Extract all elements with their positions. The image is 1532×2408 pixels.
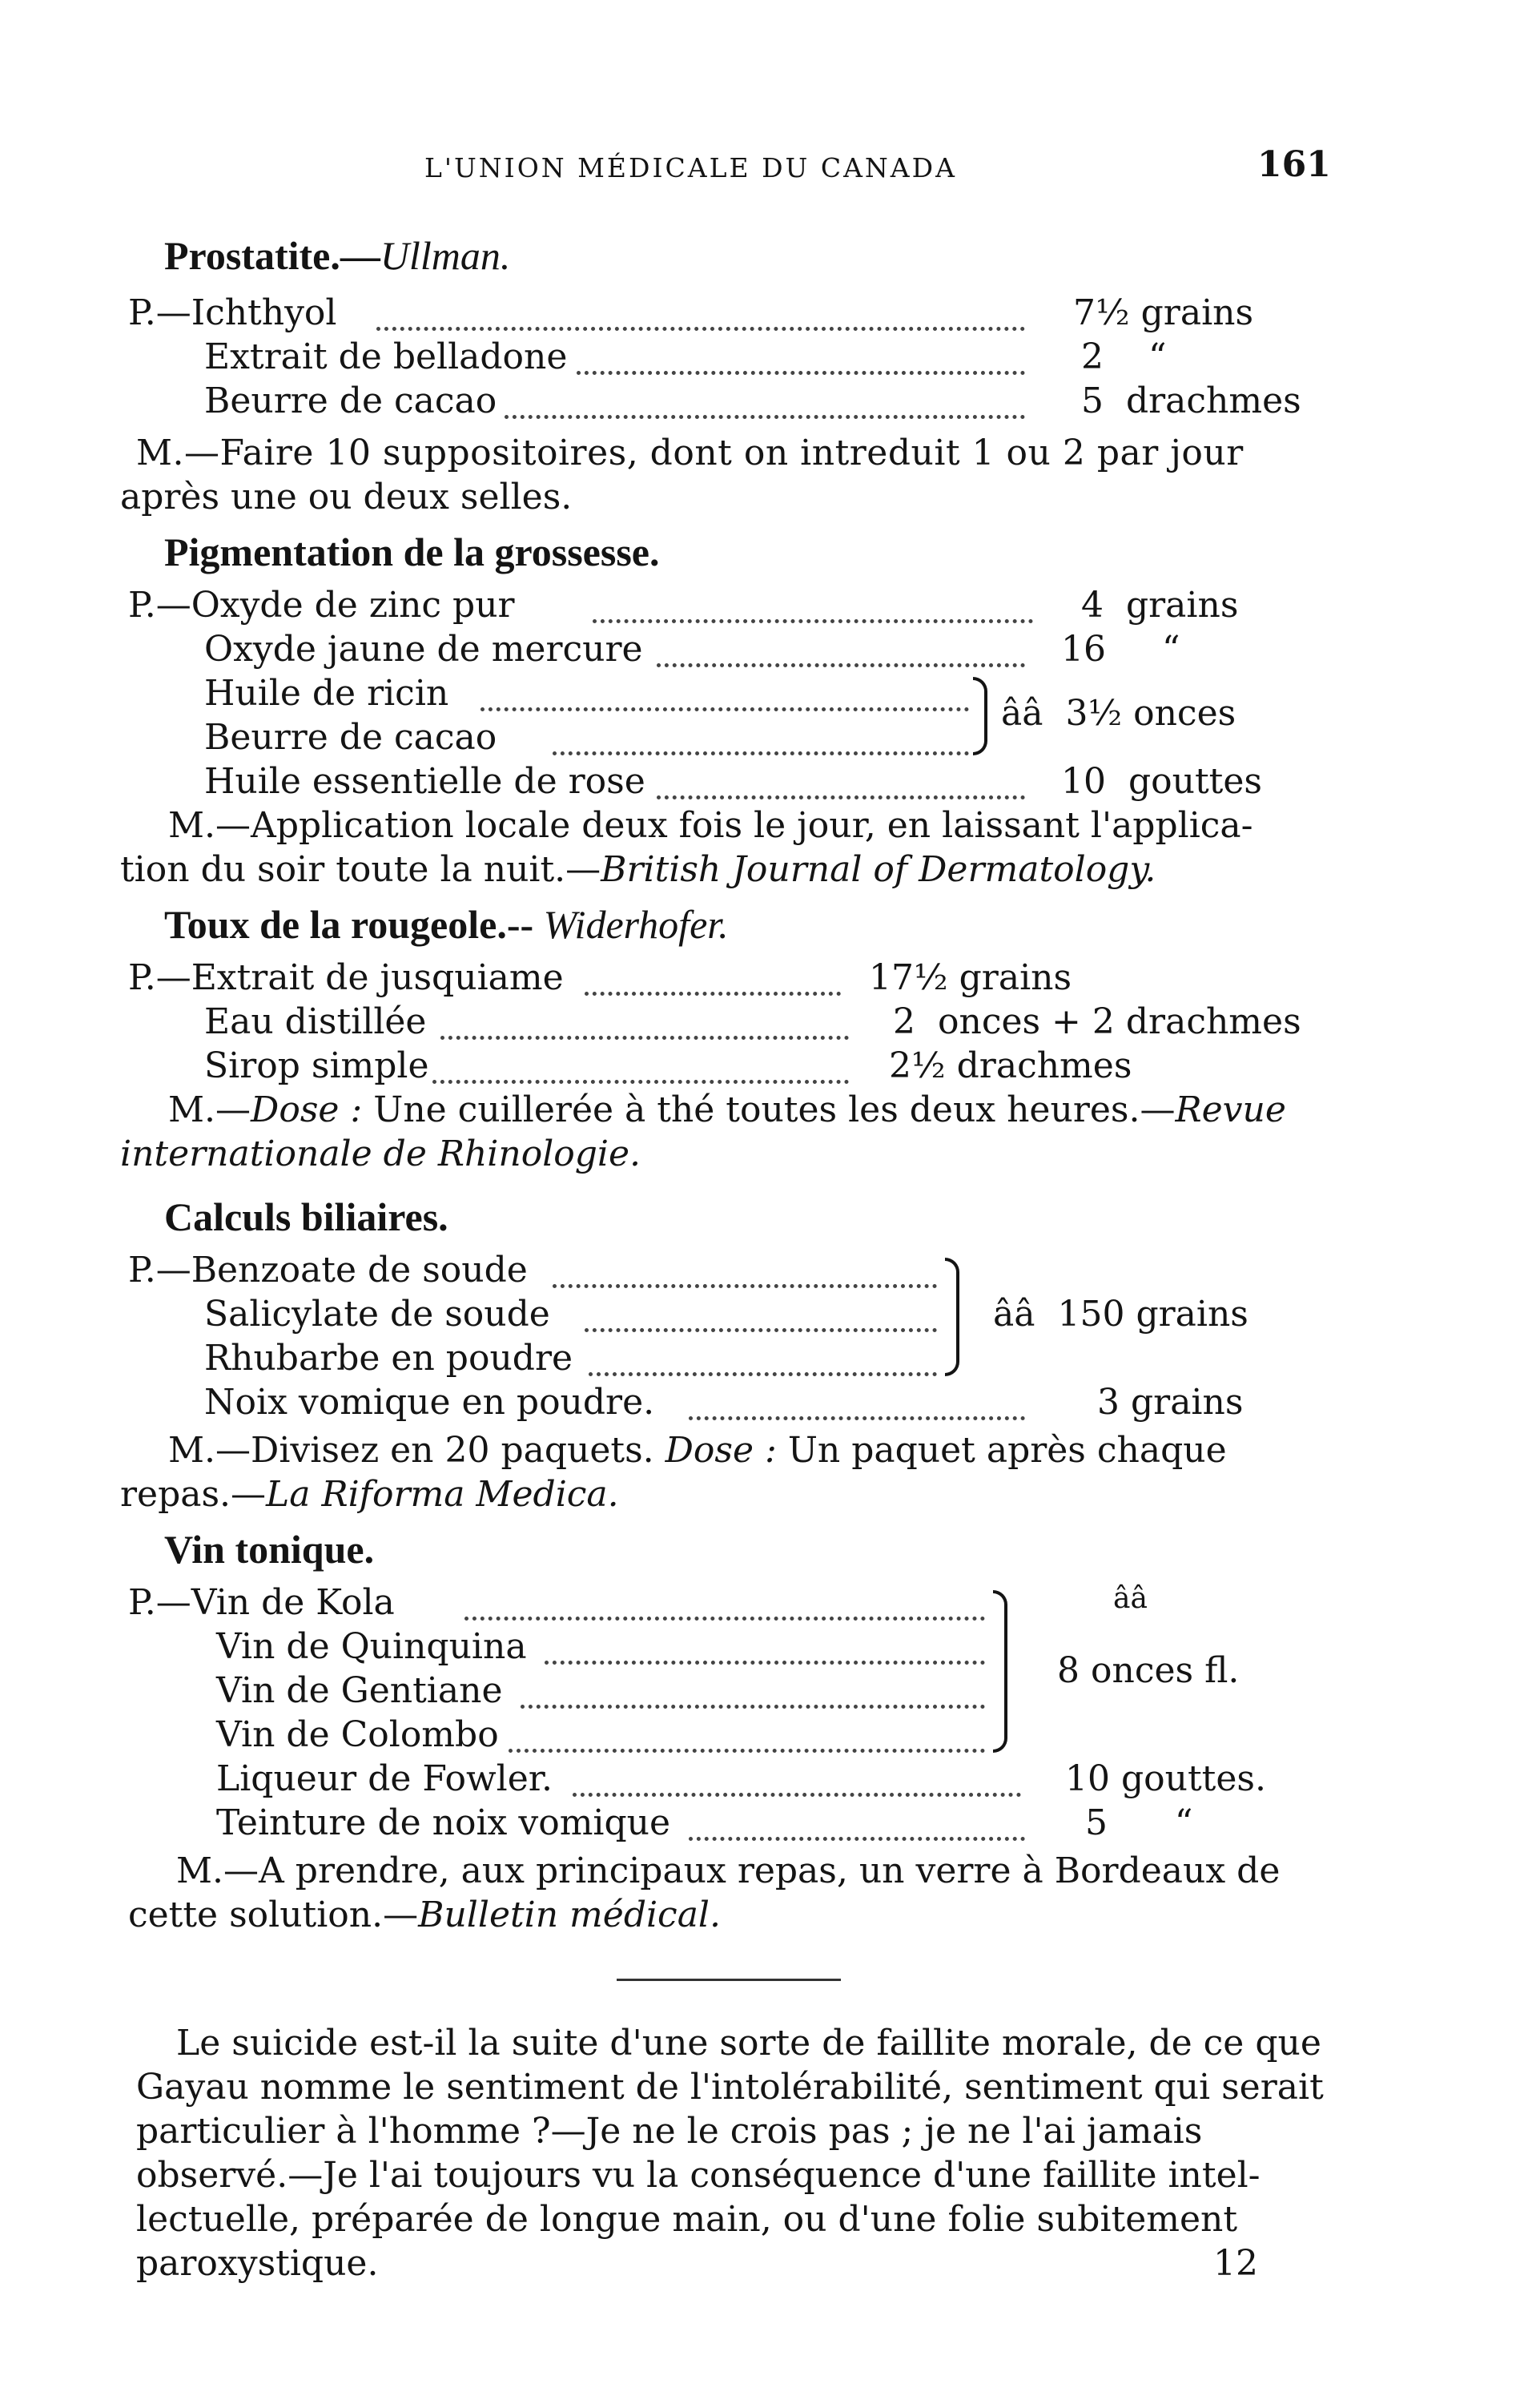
ingredient-name: Noix vomique en poudre. — [204, 1382, 655, 1423]
leader-dots — [464, 1617, 985, 1621]
ingredient-quantity — [1081, 585, 1238, 626]
directions-line: M.—Application locale deux fois le jour, en laissant l'applica- — [168, 805, 1253, 846]
leader-dots — [509, 1749, 985, 1753]
aa-mark: ââ — [993, 1294, 1035, 1335]
qty: 7½ — [1073, 292, 1130, 333]
citation-source: La Riforma Medica. — [266, 1474, 619, 1515]
qty: 5 — [1085, 1802, 1108, 1843]
leader-dots — [545, 1661, 985, 1665]
ingredient-name: Vin de Colombo — [216, 1714, 499, 1755]
leader-dots — [577, 371, 1025, 375]
ingredient-name: Oxyde de zinc pur — [191, 585, 515, 626]
ingredient-quantity — [869, 957, 1072, 998]
ingredient-name: Eau distillée — [204, 1001, 427, 1042]
unit: drachmes — [956, 1045, 1132, 1086]
ingredient-name: Ichthyol — [191, 292, 337, 333]
directions-text: cette solution.— — [128, 1895, 419, 1935]
ingredient-name: Extrait de jusquiame — [191, 957, 564, 998]
unit: grains — [1125, 585, 1239, 626]
ingredient-quantity — [893, 1001, 1301, 1042]
leader-dots — [689, 1837, 1025, 1841]
directions-line — [168, 1430, 1227, 1471]
directions-line: après une ou deux selles. — [120, 477, 573, 517]
unit: grains — [1136, 1294, 1249, 1335]
leader-dots — [481, 707, 969, 711]
ingredient-name: Huile de ricin — [204, 673, 449, 714]
ingredient-name: Teinture de noix vomique — [216, 1802, 671, 1843]
recipe-prefix: P.—Extrait de jusquiame — [128, 957, 564, 998]
brace-icon — [993, 1590, 1007, 1753]
ingredient-quantity — [1097, 1382, 1243, 1423]
leader-dots — [573, 1793, 1021, 1797]
unit: gouttes. — [1121, 1758, 1266, 1799]
leader-dots — [689, 1416, 1025, 1420]
section-title-text: Prostatite. — [164, 233, 340, 278]
ingredient-name: Oxyde jaune de mercure — [204, 629, 643, 670]
qty: 3 — [1097, 1382, 1120, 1423]
directions-text: tion du soir toute la nuit.— — [120, 849, 601, 890]
prefix-text: P. — [128, 1582, 156, 1623]
ingredient-name: Salicylate de soude — [204, 1294, 550, 1335]
signature-number: 12 — [1213, 2243, 1258, 2284]
section-author: Widerhofer. — [543, 902, 729, 947]
ingredient-name: Vin de Gentiane — [216, 1670, 503, 1711]
paragraph-line: observé.—Je l'ai toujours vu la conséquence d'une faillite intel- — [136, 2155, 1261, 2196]
recipe-prefix: P.—Oxyde de zinc pur — [128, 585, 515, 626]
unit: grains — [1131, 1382, 1244, 1423]
citation-source: British Journal of Dermatology. — [601, 849, 1156, 890]
directions-text: repas.— — [120, 1474, 267, 1515]
brace-quantity — [1001, 693, 1236, 734]
leader-dots — [585, 1328, 937, 1332]
paragraph-line: Le suicide est-il la suite d'une sorte de faillite morale, de ce que — [176, 2023, 1321, 2064]
unit: gouttes — [1128, 761, 1262, 802]
dose-label: Dose : — [251, 1089, 363, 1130]
directions-line: M.—A prendre, aux principaux repas, un verre à Bordeaux de — [176, 1850, 1281, 1891]
qty: 4 — [1081, 585, 1104, 626]
recipe-prefix: P.—Ichthyol — [128, 292, 337, 333]
citation-source: Bulletin médical. — [418, 1895, 721, 1935]
brace-icon — [973, 677, 987, 755]
section-divider — [617, 1979, 841, 1981]
paragraph-line: paroxystique. — [136, 2243, 379, 2284]
paragraph-line: Gayau nomme le sentiment de l'intolérabilité, sentiment qui serait — [136, 2067, 1324, 2108]
recipe-prefix: P.—Benzoate de soude — [128, 1250, 528, 1291]
paragraph-line: particulier à l'homme ?—Je ne le crois pas ; je ne l'ai jamais — [136, 2111, 1203, 2152]
unit: “ — [1148, 336, 1167, 377]
brace-icon — [945, 1258, 959, 1376]
page-number: 161 — [1257, 144, 1331, 185]
ingredient-name: Extrait de belladone — [204, 336, 568, 377]
directions-text: Une cuillerée à thé toutes les deux heures.— — [362, 1089, 1176, 1130]
ingredient-name: Rhubarbe en poudre — [204, 1338, 573, 1379]
ingredient-name: Beurre de cacao — [204, 717, 497, 758]
ingredient-name: Vin de Kola — [191, 1582, 395, 1623]
leader-dots — [521, 1705, 985, 1709]
leader-dots — [585, 992, 841, 996]
directions-line: M.—Faire 10 suppositoires, dont on intreduit 1 ou 2 par jour — [136, 433, 1244, 473]
qty: 17½ — [869, 957, 948, 998]
section-title-toux: Toux de la rougeole.-- Widerhofer. — [164, 902, 729, 947]
paragraph-line: lectuelle, préparée de longue main, ou d'une folie subitement — [136, 2199, 1238, 2240]
directions-line — [120, 849, 1156, 890]
qty: 150 — [1057, 1294, 1125, 1335]
directions-text: Un paquet après chaque — [776, 1430, 1227, 1471]
unit: “ — [1174, 1802, 1193, 1843]
recipe-prefix: P.—Vin de Kola — [128, 1582, 395, 1623]
qty: 16 — [1061, 629, 1106, 670]
unit: onces — [1133, 693, 1236, 734]
directions-text: M.— — [168, 1089, 251, 1130]
leader-dots — [553, 1284, 937, 1288]
qty: 2½ — [889, 1045, 946, 1086]
qty: 2 — [1081, 336, 1104, 377]
ingredient-name: Vin de Quinquina — [216, 1626, 527, 1667]
unit: grains — [1140, 292, 1254, 333]
section-title-text: Toux de la rougeole. — [164, 902, 507, 947]
qty: 10 — [1061, 761, 1106, 802]
unit: drachmes — [1125, 381, 1301, 421]
leader-dots — [593, 619, 1033, 623]
ingredient-quantity — [1081, 381, 1301, 421]
leader-dots — [657, 795, 1025, 799]
brace-quantity — [993, 1294, 1249, 1335]
leader-dots — [432, 1080, 849, 1084]
ingredient-name: Sirop simple — [204, 1045, 429, 1086]
aa-mark: ââ — [1001, 693, 1043, 734]
directions-line — [168, 1089, 1286, 1130]
section-title-prostatite: Prostatite.—Ullman. — [164, 233, 511, 278]
prefix-text: P. — [128, 292, 156, 333]
ingredient-name: Benzoate de soude — [191, 1250, 528, 1291]
ingredient-quantity — [1085, 1802, 1192, 1843]
qty: 10 — [1065, 1758, 1110, 1799]
prefix-text: P. — [128, 585, 156, 626]
ingredient-quantity — [889, 1045, 1132, 1086]
ingredient-name: Beurre de cacao — [204, 381, 497, 421]
prefix-text: P. — [128, 957, 156, 998]
directions-line — [128, 1895, 721, 1935]
brace-quantity — [1057, 1650, 1239, 1691]
leader-dots — [505, 415, 1025, 419]
ingredient-quantity — [1073, 292, 1253, 333]
dose-label: Dose : — [665, 1430, 777, 1471]
qty: 5 — [1081, 381, 1104, 421]
citation-source: internationale de Rhinologie. — [120, 1134, 641, 1174]
leader-dots — [553, 751, 969, 755]
leader-dots — [440, 1036, 849, 1040]
citation-source: Revue — [1175, 1089, 1286, 1130]
prefix-text: P. — [128, 1250, 156, 1291]
directions-text: M.—Divisez en 20 paquets. — [168, 1430, 665, 1471]
ingredient-quantity — [1065, 1758, 1266, 1799]
ingredient-quantity — [1061, 761, 1262, 802]
brace-aa: ââ — [1113, 1582, 1148, 1615]
section-title-calculs: Calculs biliaires. — [164, 1194, 448, 1239]
section-title-pigmentation: Pigmentation de la grossesse. — [164, 530, 660, 574]
ingredient-quantity — [1061, 629, 1180, 670]
directions-line — [120, 1474, 619, 1515]
qty: 8 — [1057, 1650, 1080, 1691]
running-title: L'UNION MÉDICALE DU CANADA — [424, 152, 957, 183]
leader-dots — [376, 327, 1025, 331]
qty: 3½ — [1065, 693, 1123, 734]
leader-dots — [657, 663, 1025, 667]
qty: 2 — [893, 1001, 915, 1042]
leader-dots — [589, 1372, 937, 1376]
ingredient-name: Huile essentielle de rose — [204, 761, 645, 802]
unit: onces + 2 drachmes — [937, 1001, 1301, 1042]
unit: “ — [1161, 629, 1180, 670]
ingredient-quantity — [1081, 336, 1166, 377]
section-title-vin: Vin tonique. — [164, 1527, 375, 1572]
ingredient-name: Liqueur de Fowler. — [216, 1758, 553, 1799]
section-author: Ullman. — [380, 233, 511, 278]
unit: grains — [959, 957, 1072, 998]
unit: onces fl. — [1091, 1650, 1240, 1691]
